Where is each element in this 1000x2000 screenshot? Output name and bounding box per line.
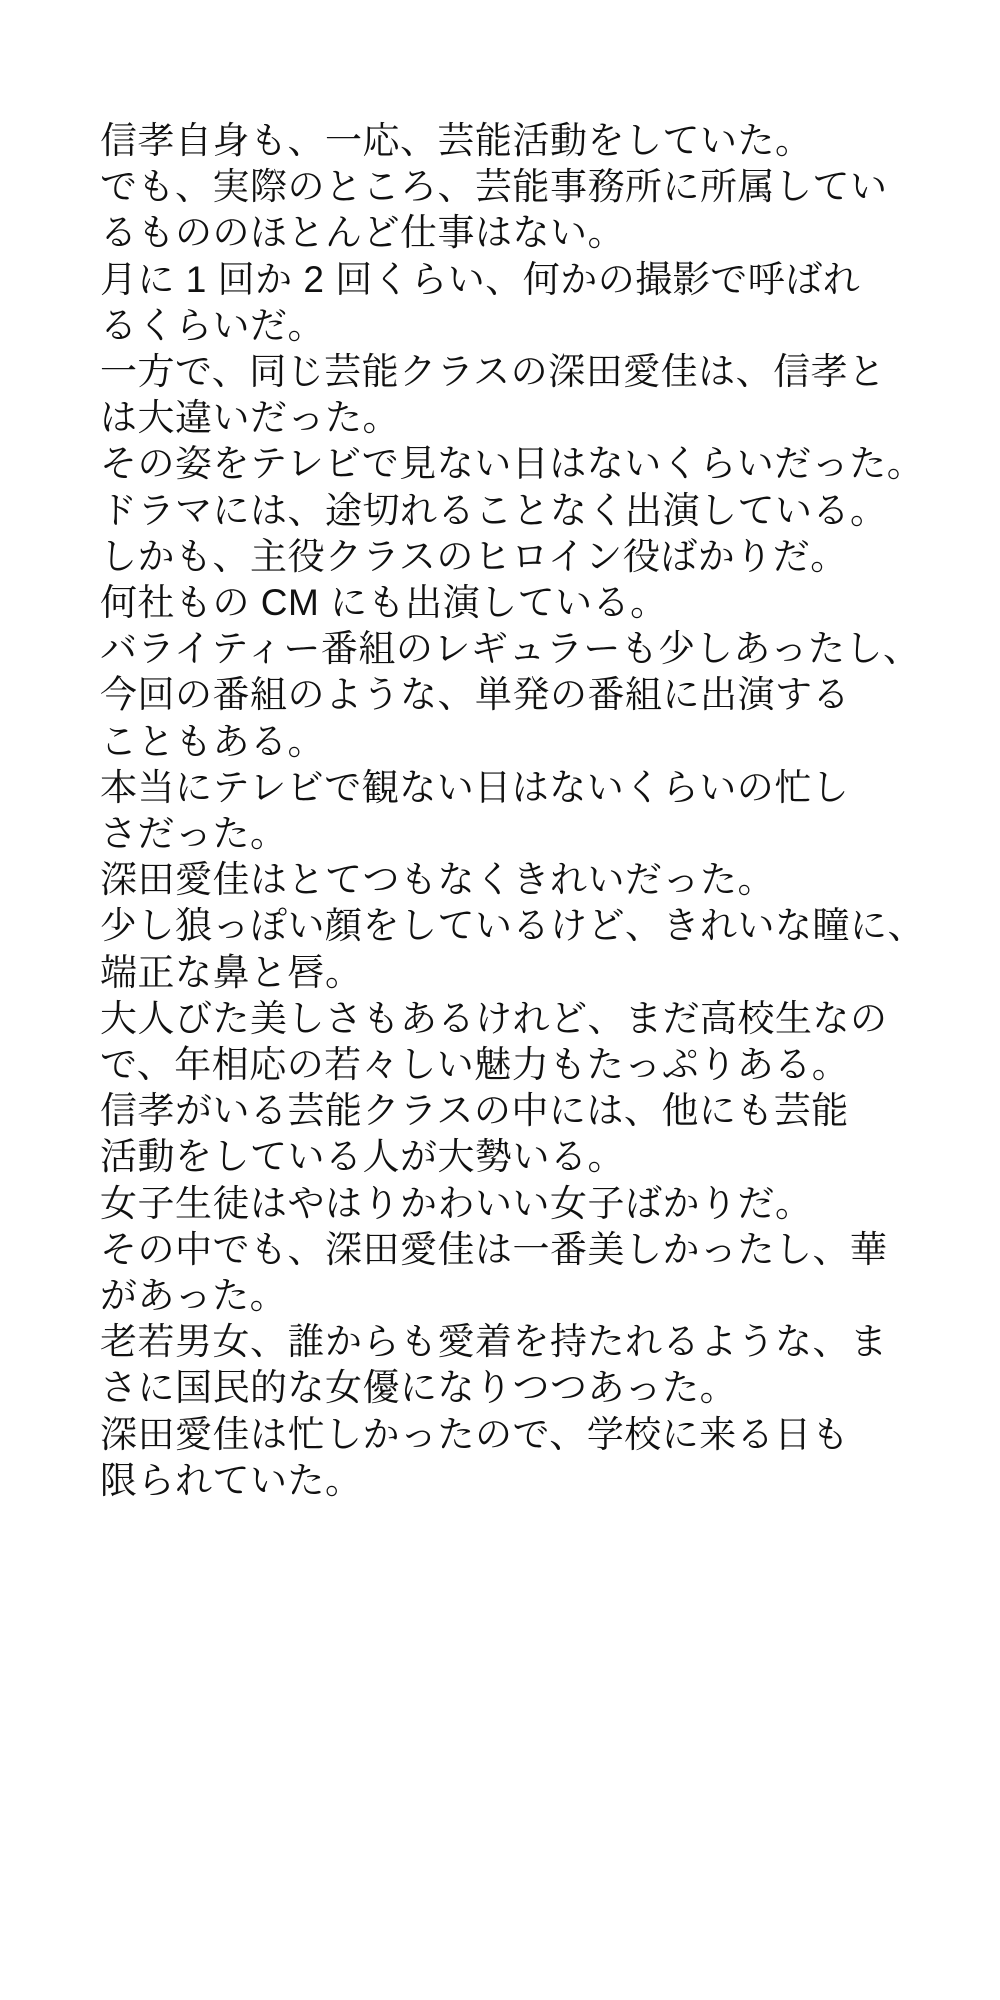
- text-line: 限られていた。: [100, 1459, 363, 1501]
- text-line: るもののほとんど仕事はない。: [100, 212, 625, 254]
- text-line: バライティー番組のレギュラーも少しあったし、: [100, 628, 921, 670]
- text-line: があった。: [100, 1275, 288, 1317]
- text-line: 信孝がいる芸能クラスの中には、他にも芸能: [100, 1090, 849, 1132]
- text-line: さだった。: [100, 813, 288, 855]
- text-line: 端正な鼻と唇。: [100, 951, 363, 993]
- text-line: 何社もの CM にも出演している。: [100, 582, 668, 624]
- text-line: 女子生徒はやはりかわいい女子ばかりだ。: [100, 1182, 813, 1224]
- text-line: 大人びた美しさもあるけれど、まだ高校生なの: [100, 997, 888, 1039]
- text-line: るくらいだ。: [100, 304, 325, 346]
- text-line: 活動をしている人が大勢いる。: [100, 1136, 625, 1178]
- text-line: こともある。: [100, 720, 325, 762]
- text-line: その中でも、深田愛佳は一番美しかったし、華: [100, 1228, 888, 1270]
- text-line: しかも、主役クラスのヒロイン役ばかりだ。: [100, 535, 848, 577]
- text-line: で、年相応の若々しい魅力もたっぷりある。: [100, 1044, 850, 1086]
- text-line: 月に 1 回か 2 回くらい、何かの撮影で呼ばれ: [100, 258, 861, 300]
- text-line: 信孝自身も、一応、芸能活動をしていた。: [100, 120, 813, 161]
- text-line: 老若男女、誰からも愛着を持たれるような、ま: [100, 1321, 888, 1363]
- text-line: 少し狼っぽい顔をしているけど、きれいな瞳に、: [100, 905, 925, 947]
- text-line: さに国民的な女優になりつつあった。: [100, 1367, 738, 1409]
- text-line: 深田愛佳は忙しかったので、学校に来る日も: [100, 1413, 850, 1455]
- text-line: は大違いだった。: [100, 397, 400, 439]
- text-line: ドラマには、途切れることなく出演している。: [100, 489, 888, 531]
- text-line: 一方で、同じ芸能クラスの深田愛佳は、信孝と: [100, 351, 886, 393]
- text-line: 本当にテレビで観ない日はないくらいの忙し: [100, 766, 850, 808]
- text-line: でも、実際のところ、芸能事務所に所属してい: [100, 166, 888, 208]
- text-line: 今回の番組のような、単発の番組に出演する: [100, 674, 850, 716]
- text-line: 深田愛佳はとてつもなくきれいだった。: [100, 859, 775, 901]
- text-line: その姿をテレビで見ない日はないくらいだった。: [100, 443, 925, 485]
